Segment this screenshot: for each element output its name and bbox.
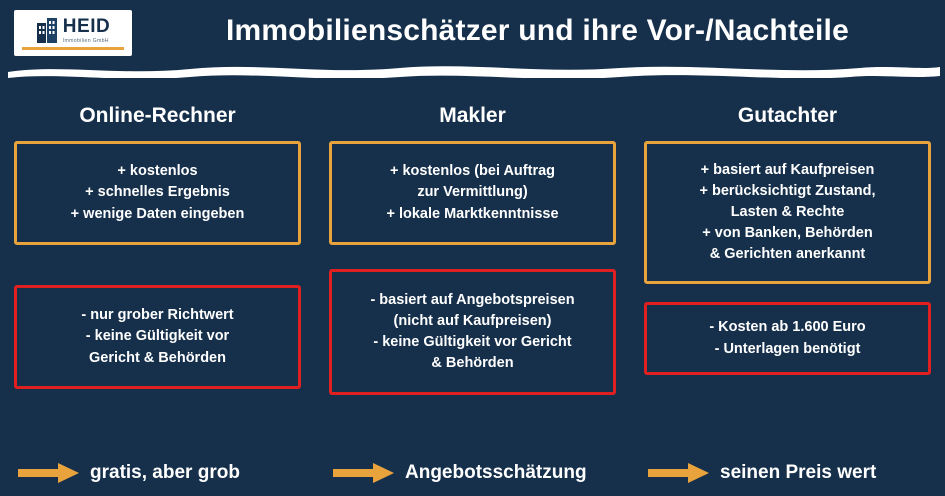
conclusion-text: Angebotsschätzung — [405, 462, 587, 483]
cons-line: Gericht & Behörden — [89, 349, 226, 366]
cons-box — [329, 269, 616, 395]
comparison-columns — [0, 104, 945, 395]
cons-line: - basiert auf Angebotspreisen — [370, 291, 575, 308]
pros-line: zur Vermittlung) — [417, 184, 528, 201]
cons-line: - keine Gültigkeit vor — [85, 328, 230, 345]
conclusions-row — [0, 462, 945, 484]
building-icon — [36, 18, 58, 44]
pros-line: + berücksichtigt Zustand, — [699, 182, 876, 199]
cons-line: - nur grober Richtwert — [81, 307, 234, 324]
spacer — [329, 245, 616, 269]
column-title: Online-Rechner — [79, 104, 236, 127]
pros-line: + kostenlos (bei Auftrag — [389, 163, 556, 180]
pros-box — [14, 141, 301, 245]
cons-line: (nicht auf Kaufpreisen) — [393, 312, 552, 329]
pros-line: + lokale Marktkenntnisse — [386, 205, 559, 222]
column-title: Gutachter — [737, 104, 838, 127]
pros-box — [644, 141, 931, 284]
brush-stroke-divider — [0, 62, 945, 78]
cons-box — [644, 302, 931, 375]
conclusion-text: seinen Preis wert — [720, 462, 877, 483]
pros-line: + schnelles Ergebnis — [85, 184, 230, 201]
logo-subtitle: Immobilien GmbH — [62, 38, 109, 45]
spacer — [644, 284, 931, 302]
column-makler — [315, 104, 630, 395]
logo-underline — [22, 47, 124, 50]
arrow-right-icon — [648, 462, 710, 484]
cons-line: - Kosten ab 1.600 Euro — [709, 319, 866, 336]
logo-wordmark: HEID — [62, 16, 111, 38]
arrow-right-icon — [333, 462, 395, 484]
header — [0, 0, 945, 80]
page-title: Immobilienschätzer und ihre Vor-/Nachteile — [226, 14, 849, 47]
pros-line: & Gerichten anerkannt — [709, 246, 866, 263]
pros-line: + von Banken, Behörden — [702, 225, 873, 242]
conclusion-online-rechner — [0, 462, 315, 484]
conclusion-makler — [315, 462, 630, 484]
cons-box — [14, 285, 301, 389]
conclusion-text: gratis, aber grob — [90, 462, 240, 483]
column-title: Makler — [439, 104, 506, 127]
pros-line: + kostenlos — [117, 163, 198, 180]
conclusion-gutachter — [630, 462, 945, 484]
spacer — [14, 245, 301, 285]
cons-line: & Behörden — [431, 355, 514, 372]
pros-line: Lasten & Rechte — [730, 203, 845, 220]
pros-line: + wenige Daten eingeben — [70, 205, 245, 222]
company-logo — [14, 10, 132, 56]
cons-line: - Unterlagen benötigt — [714, 340, 861, 357]
column-gutachter — [630, 104, 945, 395]
column-online-rechner — [0, 104, 315, 395]
cons-line: - keine Gültigkeit vor Gericht — [373, 334, 572, 350]
arrow-right-icon — [18, 462, 80, 484]
pros-line: + basiert auf Kaufpreisen — [700, 161, 875, 178]
pros-box — [329, 141, 616, 245]
